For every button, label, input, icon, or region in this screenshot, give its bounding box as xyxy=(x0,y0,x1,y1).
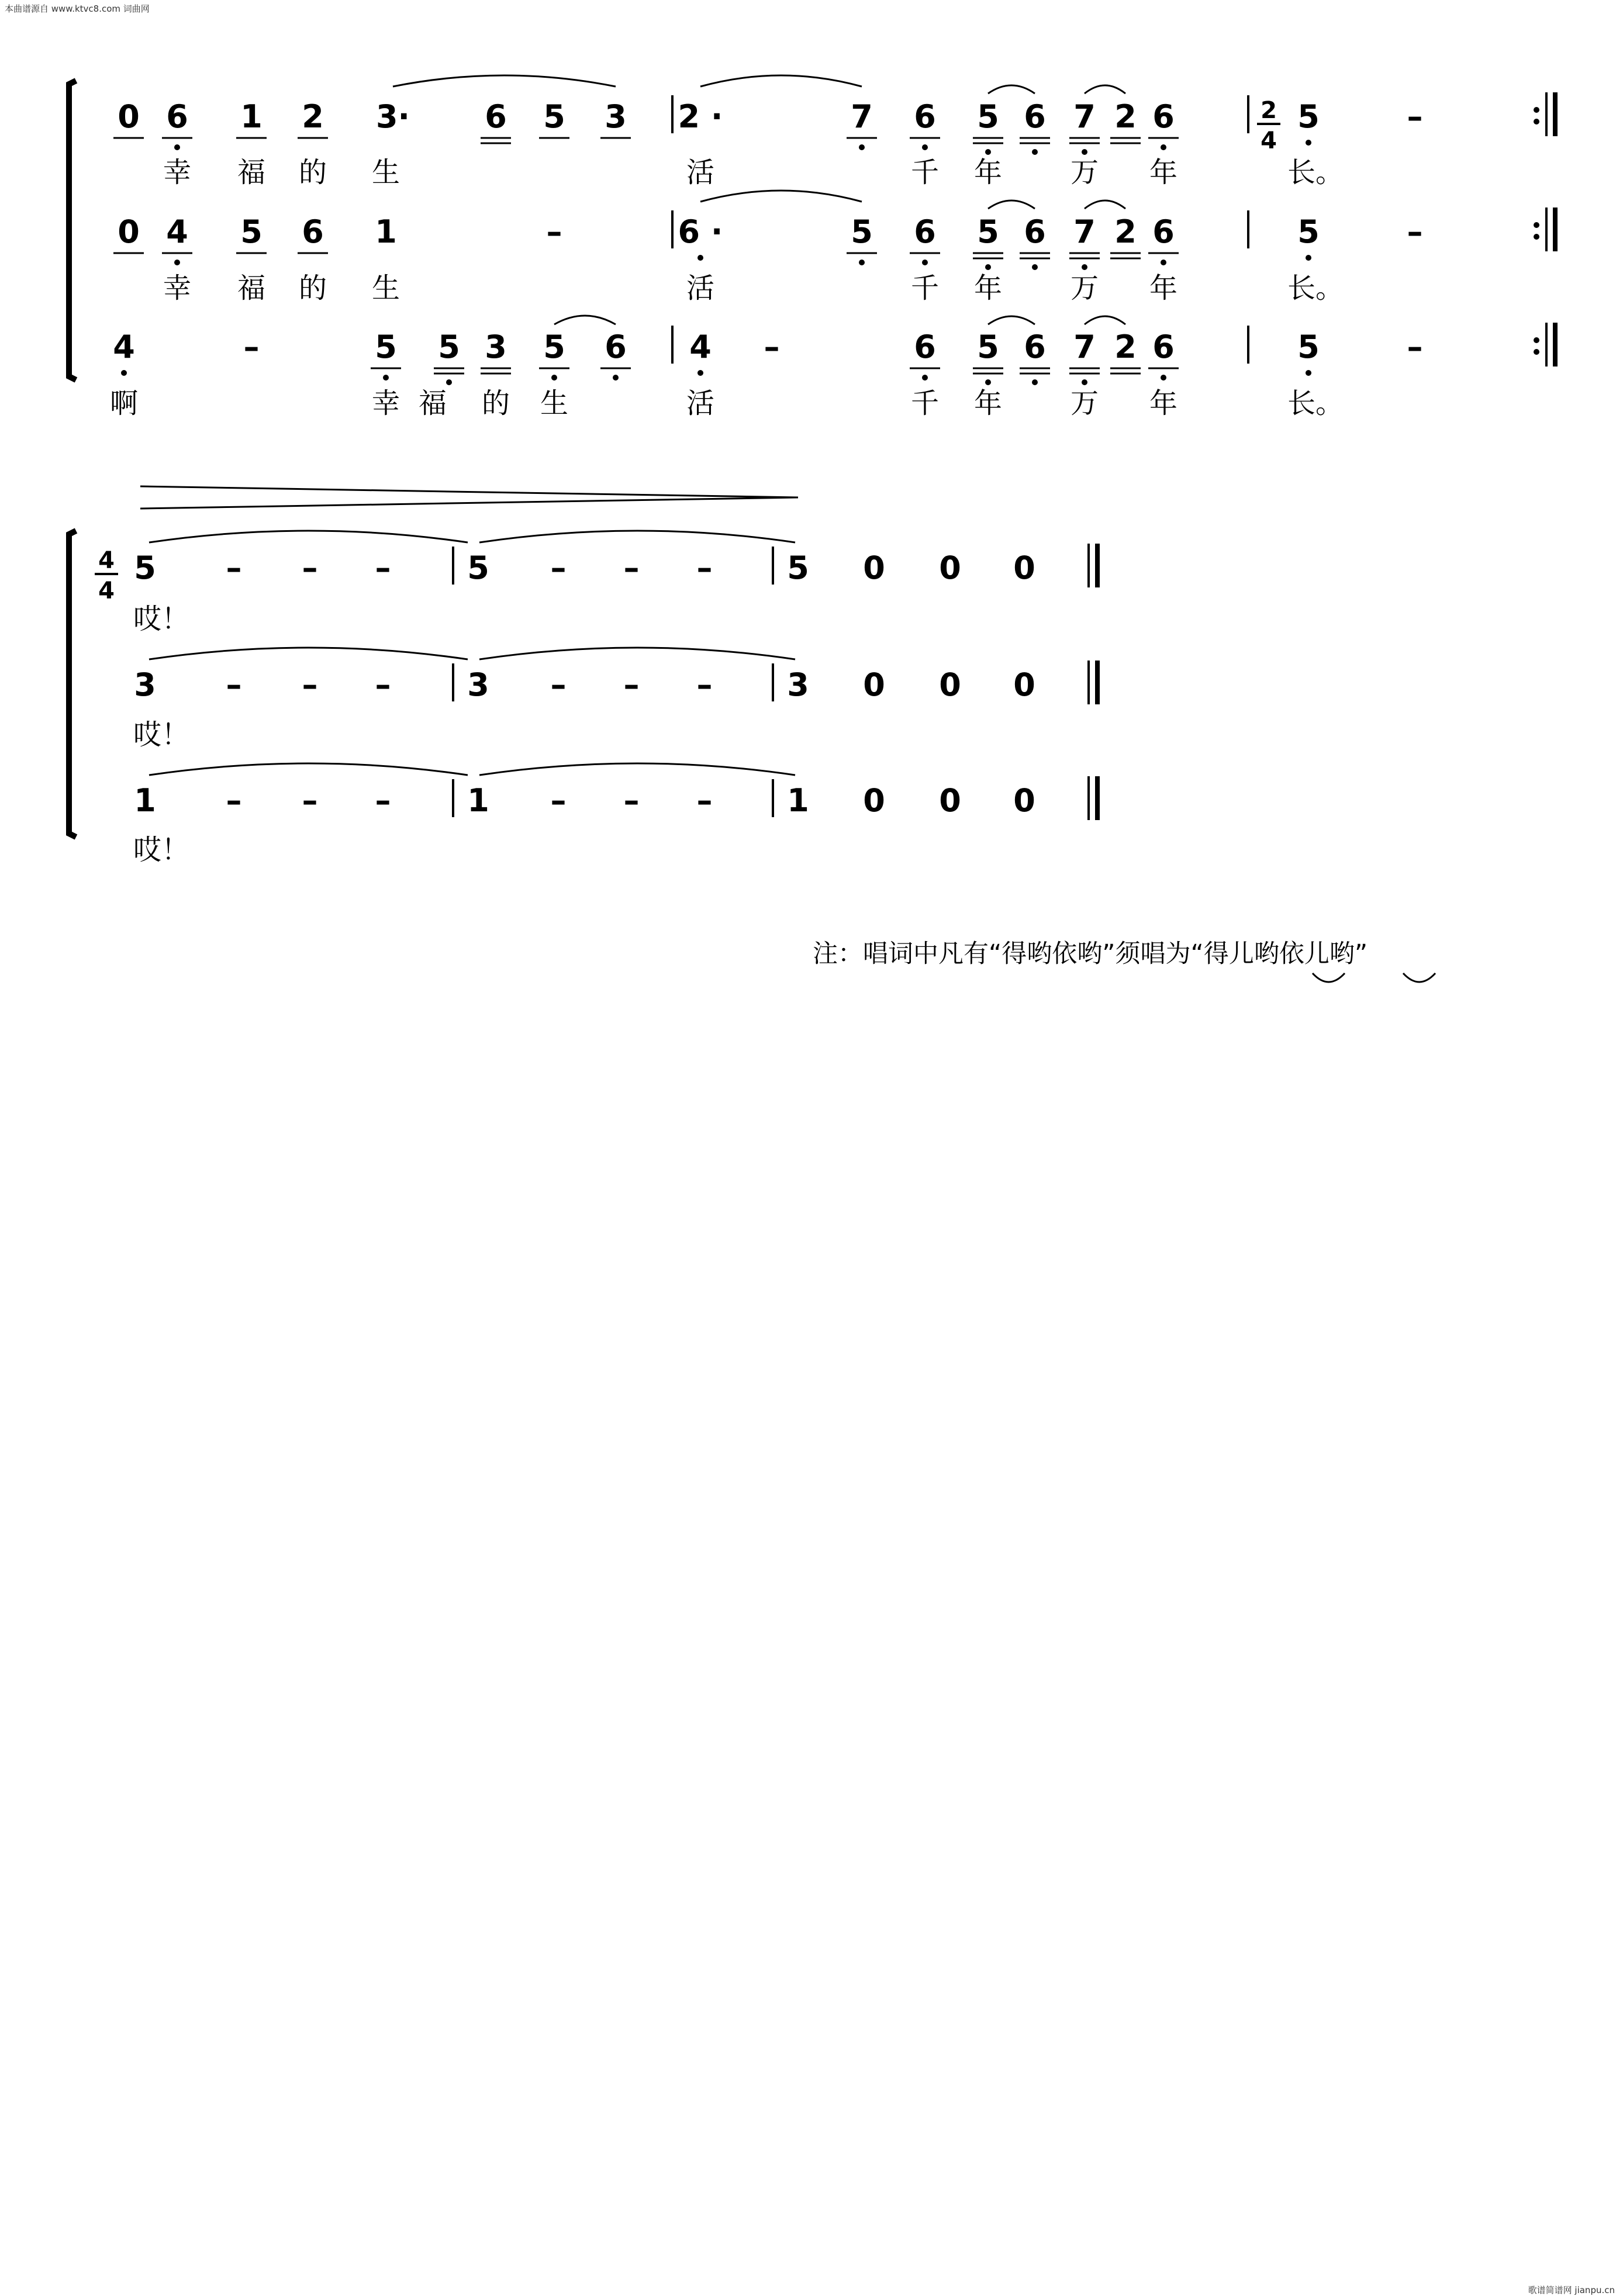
note-digit: 6 xyxy=(1152,98,1175,135)
note-digit: 5 xyxy=(1297,329,1320,365)
note-digit: 5 xyxy=(1297,98,1320,135)
tie-slur xyxy=(149,648,468,659)
note-digit: 0 xyxy=(863,666,885,703)
repeat-dot xyxy=(1534,107,1539,113)
lyric-char: 万 xyxy=(1070,387,1099,420)
octave-dot xyxy=(1032,149,1038,155)
repeat-dot xyxy=(1534,234,1539,240)
note-digit: 6 · xyxy=(678,213,723,250)
tie-slur xyxy=(554,316,616,324)
repeat-dot xyxy=(1534,337,1539,343)
repeat-dot xyxy=(1534,222,1539,228)
system2-bracket xyxy=(69,531,76,837)
note-digit: 6 xyxy=(1152,329,1175,365)
note-digit: – xyxy=(226,549,242,586)
lyric-char: 福 xyxy=(418,387,447,420)
note-digit: 5 xyxy=(851,213,873,250)
note-digit: 5 xyxy=(977,98,999,135)
system2-time-signature-bottom: 4 xyxy=(98,578,115,604)
note-digit: 3 xyxy=(134,666,156,703)
note-digit: 6 xyxy=(1024,329,1046,365)
note-digit: 3 xyxy=(485,329,507,365)
note-digit: 1 xyxy=(134,782,156,819)
note-digit: – xyxy=(243,329,260,365)
note-digit: 7 xyxy=(1073,98,1096,135)
octave-dot xyxy=(922,375,928,381)
note-digit: – xyxy=(696,782,713,819)
lyric-char: 年 xyxy=(973,387,1003,420)
system1-time-signature-bottom: 4 xyxy=(1261,127,1277,154)
lyric-char: 年 xyxy=(1149,387,1178,420)
octave-dot xyxy=(174,260,180,265)
tie-slur xyxy=(479,531,795,542)
note-digit: 6 xyxy=(605,329,627,365)
note-digit: 1 xyxy=(787,782,809,819)
lyric-char: 哎！ xyxy=(133,603,190,635)
note-digit: 2 xyxy=(1114,329,1137,365)
note-digit: – xyxy=(623,782,640,819)
octave-dot xyxy=(446,379,452,385)
tie-slur xyxy=(700,75,862,87)
octave-dot xyxy=(859,144,865,150)
note-digit: – xyxy=(375,549,391,586)
octave-dot xyxy=(121,370,127,376)
note-digit: – xyxy=(226,782,242,819)
octave-dot xyxy=(1082,264,1087,270)
note-digit: – xyxy=(764,329,780,365)
source-watermark-right: 歌谱简谱网 jianpu.cn xyxy=(1528,2285,1615,2295)
lyric-char: 万 xyxy=(1070,272,1099,305)
note-digit: 6 xyxy=(914,213,936,250)
note-digit: – xyxy=(302,549,318,586)
erhua-arc xyxy=(1313,973,1345,982)
lyric-char: 幸 xyxy=(163,272,192,305)
note-digit: – xyxy=(696,549,713,586)
note-digit: – xyxy=(550,666,567,703)
tie-slur xyxy=(479,648,795,659)
decrescendo-hairpin xyxy=(140,486,798,497)
note-digit: 3 xyxy=(787,666,809,703)
source-watermark-left: 本曲谱源自 www.ktvc8.com 词曲网 xyxy=(5,4,150,14)
tie-slur xyxy=(479,763,795,775)
note-digit: 5 xyxy=(543,98,565,135)
lyric-char: 年 xyxy=(1149,156,1178,189)
note-digit: 1 xyxy=(375,213,397,250)
note-digit: – xyxy=(623,666,640,703)
lyric-char: 福 xyxy=(237,272,266,305)
lyric-char: 生 xyxy=(540,387,569,420)
lyric-char: 千 xyxy=(910,272,940,305)
note-digit: 0 xyxy=(118,213,140,250)
note-digit: – xyxy=(1407,329,1423,365)
tie-slur xyxy=(1085,85,1125,94)
tie-slur xyxy=(393,75,616,87)
note-digit: 2 xyxy=(1114,213,1137,250)
lyric-char: 活 xyxy=(686,272,715,305)
note-digit: 1 xyxy=(467,782,489,819)
note-digit: 2 · xyxy=(678,98,723,135)
note-digit: – xyxy=(550,782,567,819)
note-digit: 0 xyxy=(118,98,140,135)
lyric-char: 生 xyxy=(371,272,400,305)
note-digit: 5 xyxy=(240,213,263,250)
note-digit: 5 xyxy=(438,329,460,365)
octave-dot xyxy=(1306,255,1311,261)
octave-dot xyxy=(174,144,180,150)
lyric-char: 哎！ xyxy=(133,718,190,751)
note-digit: 5 xyxy=(134,549,156,586)
note-digit: 7 xyxy=(851,98,873,135)
octave-dot xyxy=(697,370,703,376)
octave-dot xyxy=(1032,379,1038,385)
octave-dot xyxy=(551,375,557,381)
note-digit: 6 xyxy=(166,98,188,135)
note-digit: – xyxy=(1407,98,1423,135)
note-digit: – xyxy=(375,666,391,703)
octave-dot xyxy=(985,149,991,155)
note-digit: – xyxy=(375,782,391,819)
note-digit: – xyxy=(1407,213,1423,250)
note-digit: 5 xyxy=(543,329,565,365)
octave-dot xyxy=(1306,140,1311,146)
system1-time-signature-top: 2 xyxy=(1261,97,1277,124)
note-digit: 7 xyxy=(1073,213,1096,250)
system1-bracket xyxy=(69,81,76,380)
note-digit: – xyxy=(623,549,640,586)
octave-dot xyxy=(1161,375,1166,381)
lyric-char: 哎！ xyxy=(133,834,190,866)
note-digit: 5 xyxy=(977,329,999,365)
lyric-char: 活 xyxy=(686,156,715,189)
note-digit: 0 xyxy=(1013,549,1035,586)
note-digit: 6 xyxy=(1024,98,1046,135)
repeat-dot xyxy=(1534,349,1539,355)
octave-dot xyxy=(1306,370,1311,376)
tie-slur xyxy=(988,85,1035,94)
octave-dot xyxy=(922,260,928,265)
performance-note: 注：唱词中凡有“得哟依哟”须唱为“得儿哟依儿哟” xyxy=(813,939,1368,969)
lyric-char: 活 xyxy=(686,387,715,420)
lyric-char: 的 xyxy=(298,272,327,305)
lyric-char: 千 xyxy=(910,156,940,189)
lyric-char: 幸 xyxy=(163,156,192,189)
tie-slur xyxy=(988,316,1035,324)
note-digit: 0 xyxy=(863,782,885,819)
note-digit: – xyxy=(226,666,242,703)
octave-dot xyxy=(985,379,991,385)
octave-dot xyxy=(1161,144,1166,150)
note-digit: 2 xyxy=(1114,98,1137,135)
note-digit: 0 xyxy=(863,549,885,586)
lyric-char: 年 xyxy=(973,156,1003,189)
note-digit: 4 xyxy=(113,329,135,365)
note-digit: 5 xyxy=(1297,213,1320,250)
octave-dot xyxy=(1082,149,1087,155)
lyric-char: 幸 xyxy=(371,387,400,420)
note-digit: 0 xyxy=(939,549,961,586)
lyric-char: 福 xyxy=(237,156,266,189)
erhua-arc xyxy=(1403,973,1435,982)
octave-dot xyxy=(1032,264,1038,270)
note-digit: 6 xyxy=(302,213,324,250)
note-digit: 6 xyxy=(485,98,507,135)
octave-dot xyxy=(697,255,703,261)
note-digit: – xyxy=(550,549,567,586)
note-digit: 5 xyxy=(787,549,809,586)
note-digit: 6 xyxy=(1152,213,1175,250)
lyric-char: 的 xyxy=(481,387,510,420)
system2-time-signature-top: 4 xyxy=(98,547,115,574)
lyric-char: 啊 xyxy=(109,387,139,420)
repeat-dot xyxy=(1534,119,1539,125)
note-digit: 4 xyxy=(166,213,188,250)
note-digit: 6 xyxy=(914,329,936,365)
tie-slur xyxy=(1085,316,1125,324)
note-digit: 5 xyxy=(467,549,489,586)
octave-dot xyxy=(613,375,619,381)
note-digit: 3 xyxy=(467,666,489,703)
note-digit: – xyxy=(696,666,713,703)
tie-slur xyxy=(1085,200,1125,209)
note-digit: 0 xyxy=(1013,782,1035,819)
tie-slur xyxy=(149,763,468,775)
note-digit: 6 xyxy=(914,98,936,135)
octave-dot xyxy=(383,375,389,381)
lyric-char: 生 xyxy=(371,156,400,189)
note-digit: 0 xyxy=(1013,666,1035,703)
note-digit: 7 xyxy=(1073,329,1096,365)
lyric-char: 的 xyxy=(298,156,327,189)
tie-slur xyxy=(149,531,468,542)
lyric-char: 年 xyxy=(1149,272,1178,305)
note-digit: 1 xyxy=(240,98,263,135)
lyric-char: 千 xyxy=(910,387,940,420)
lyric-char: 长。 xyxy=(1287,272,1344,305)
note-digit: 3· xyxy=(375,98,410,135)
octave-dot xyxy=(922,144,928,150)
octave-dot xyxy=(859,260,865,265)
note-digit: – xyxy=(302,666,318,703)
note-digit: – xyxy=(546,213,562,250)
note-digit: 3 xyxy=(605,98,627,135)
note-digit: 2 xyxy=(302,98,324,135)
lyric-char: 长。 xyxy=(1287,156,1344,189)
octave-dot xyxy=(985,264,991,270)
lyric-char: 年 xyxy=(973,272,1003,305)
note-digit: – xyxy=(302,782,318,819)
lyric-char: 长。 xyxy=(1287,387,1344,420)
octave-dot xyxy=(1161,260,1166,265)
tie-slur xyxy=(700,191,862,202)
note-digit: 5 xyxy=(977,213,999,250)
note-digit: 0 xyxy=(939,666,961,703)
tie-slur xyxy=(988,200,1035,209)
octave-dot xyxy=(1082,379,1087,385)
decrescendo-hairpin xyxy=(140,497,798,509)
lyric-char: 万 xyxy=(1070,156,1099,189)
note-digit: 0 xyxy=(939,782,961,819)
note-digit: 6 xyxy=(1024,213,1046,250)
note-digit: 4 xyxy=(689,329,712,365)
note-digit: 5 xyxy=(375,329,397,365)
